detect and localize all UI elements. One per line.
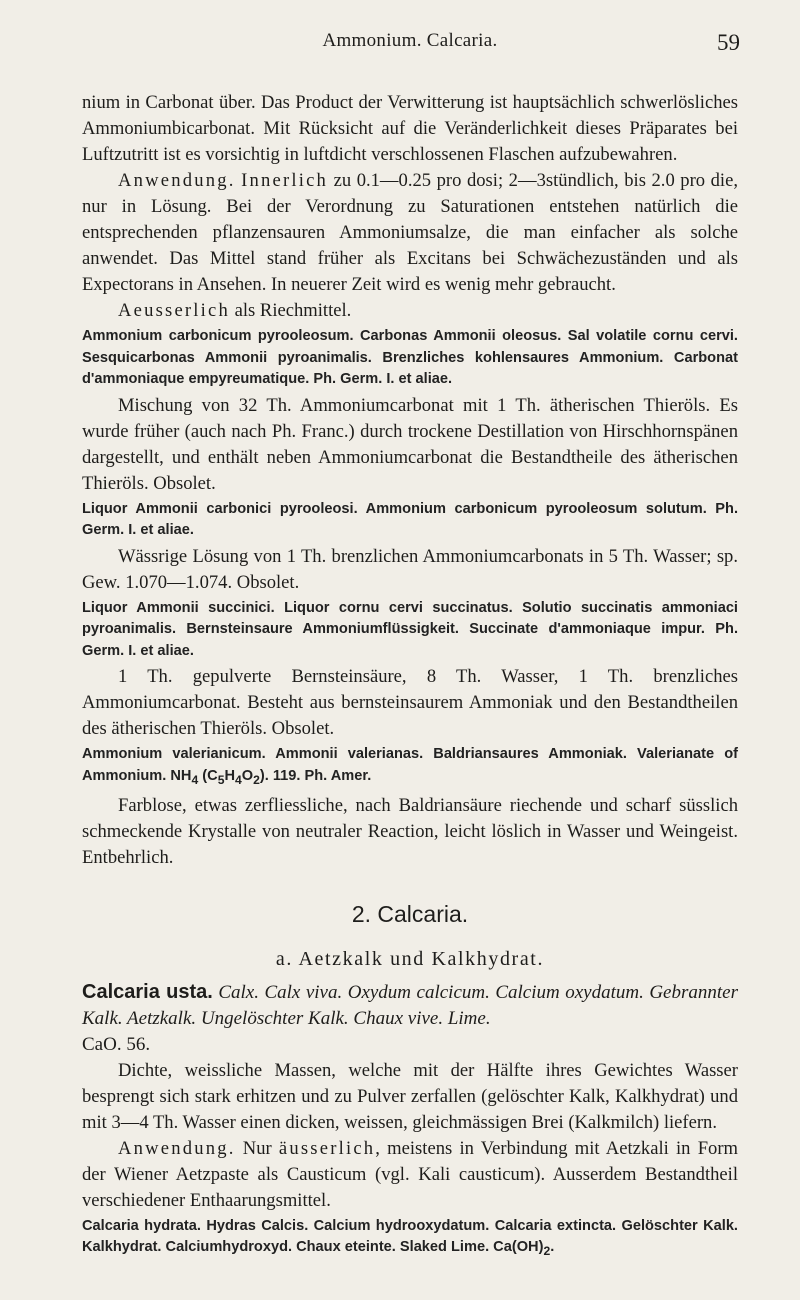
formula-sub: 2: [543, 1244, 551, 1259]
synonyms-liquor-succinici: Liquor Ammonii succinici. Liquor cornu cervi succinatus. Solutio succinatis ammoniaci pyroanimalis. Bernsteinsaure Ammoniumflüssigkeit. Succinate d'ammoniaque impur. Ph. Germ. I. et aliae.: [82, 599, 738, 659]
formula-sub: 2: [253, 772, 260, 787]
subsection-title: a. Aetzkalk und Kalkhydrat.: [275, 947, 545, 970]
valerianicum-names: Ammonium valerianicum. Ammonii valerianas. Baldriansaures Ammoniak. Valerianate of Ammonium. NH: [82, 746, 738, 784]
page-number: 59: [717, 30, 740, 55]
section-heading-calcaria: 2. Calcaria.: [351, 900, 469, 927]
synonyms-liquor-pyrooleosi: Liquor Ammonii carbonici pyrooleosi. Ammonium carbonicum pyrooleosum solutum. Ph. Germ. I. et aliae.: [82, 500, 738, 538]
label-anwendung: Anwendung.: [118, 1137, 236, 1159]
paragraph-mischung: Mischung von 32 Th. Ammoniumcarbonat mit 1 Th. ätherischen Thieröls. Es wurde früher (auch nach Ph. Franc.) durch trockene Destillation von Hirschhornspänen dargestellt, und enthält neben Ammoniumcarbonat die Bestandtheile des ätherischen Thieröls. Obsolet.: [82, 394, 738, 494]
formula-end: .: [550, 1239, 555, 1256]
formula-part: O: [241, 767, 254, 784]
paragraph-aeusserlich: [82, 298, 738, 324]
formula-part: (C: [198, 767, 218, 784]
connector-text: Nur: [235, 1137, 279, 1159]
label-aeusserlich: Aeusserlich: [118, 300, 230, 321]
paragraph-waessrige-loesung: Wässrige Lösung von 1 Th. brenzlichen Ammoniumcarbonats in 5 Th. Wasser; sp. Gew. 1.070—1.074. Obsolet.: [82, 545, 738, 593]
paragraph-anwendung-aeusserlich: [82, 1136, 738, 1214]
formula-part: ). 119. Ph. Amer.: [259, 767, 372, 784]
running-header: [80, 30, 740, 60]
label-innerlich: Innerlich: [241, 170, 329, 191]
entry-formula: CaO. 56.: [82, 1033, 151, 1055]
formula-part: H: [224, 767, 235, 784]
anwendung-text: zu 0.1—0.25 pro dosi; 2—3stündlich, bis 2.0 pro die, nur in Lösung. Bei der Verordnung zu Saturationen entstehen natürlich die entsprechenden pflanzensauren Ammoniumsalze, die man einfacher als solche anwendet. Das Mittel stand früher als Excitans bei Schwächezuständen und als Expectorans in Ansehen. In neuerer Zeit wird es wenig mehr gebraucht.: [82, 170, 738, 295]
label-anwendung: Anwendung.: [118, 170, 236, 191]
synonyms-ammonium-pyrooleosum: Ammonium carbonicum pyrooleosum. Carbonas Ammonii oleosus. Sal volatile cornu cervi. Sesquicarbonas Ammonii pyroanimalis. Brenzliches kohlensaures Ammonium. Carbonat d'ammoniaque empyreumatique. Ph. Germ. I. et aliae.: [82, 328, 738, 387]
synonyms-calcaria-hydrata: [82, 1216, 738, 1263]
entry-synonyms: Calx. Calx viva. Oxydum calcicum. Calcium oxydatum. Gebrannter Kalk. Aetzkalk. Ungelöschter Kalk. Chaux vive. Lime.: [82, 981, 738, 1029]
hydrata-names: Calcaria hydrata. Hydras Calcis. Calcium hydrooxydatum. Calcaria extincta. Gelöschter Kalk. Kalkhydrat. Calciumhydroxyd. Chaux eteinte. Slaked Lime. Ca(OH): [82, 1217, 738, 1256]
paragraph-dichte: Dichte, weissliche Massen, welche mit der Hälfte ihres Gewichtes Wasser besprengt sich stark erhitzen und zu Pulver zerfallen (gelöschter Kalk, Kalkhydrat) und mit 3—4 Th. Wasser einen dicken, weissen, gleichmässigen Brei (Kalkmilch) liefern.: [82, 1059, 738, 1133]
subsection-heading-aetzkalk: [82, 948, 738, 971]
entry-calcaria-usta: [82, 979, 738, 1058]
aeusserlich-text: als Riechmittel.: [229, 300, 352, 321]
entry-name: Calcaria usta.: [82, 980, 213, 1003]
paragraph-farblose: Farblose, etwas zerfliessliche, nach Baldriansäure riechende und scharf süsslich schmeckende Krystalle von neutraler Reaction, leicht löslich in Wasser und Weingeist. Entbehrlich.: [82, 794, 738, 868]
paragraph-bernsteinsaeure: 1 Th. gepulverte Bernsteinsäure, 8 Th. Wasser, 1 Th. brenzliches Ammoniumcarbonat. Besteht aus bernsteinsaurem Ammoniak und den Bestandtheilen des ätherischen Thieröls. Obsolet.: [82, 666, 738, 739]
anwendung-text: , meistens in Verbindung mit Aetzkali in Form der Wiener Aetzpaste als Causticum (vgl. Kali causticum). Ausserdem Bestandtheil verschiedener Enthaarungsmittel.: [82, 1137, 738, 1211]
page-text: [82, 90, 738, 1263]
paragraph-anwendung-innerlich: [82, 168, 738, 298]
formula-sub: 5: [217, 772, 225, 787]
paragraph-verwitterung: nium in Carbonat über. Das Product der Verwitterung ist hauptsächlich schwerlösliches Ammoniumbicarbonat. Mit Rücksicht auf die Veränderlichkeit dieses Präparates bei Luftzutritt ist es vorsichtig in luftdicht verschlossenen Flaschen aufzubewahren.: [82, 92, 738, 165]
formula-sub: 4: [235, 772, 242, 787]
synonyms-ammonium-valerianicum: [82, 744, 738, 791]
running-title: Ammonium. Calcaria.: [322, 30, 498, 51]
label-aeusserlich: äusserlich: [278, 1137, 376, 1159]
formula-sub: 4: [191, 772, 199, 787]
